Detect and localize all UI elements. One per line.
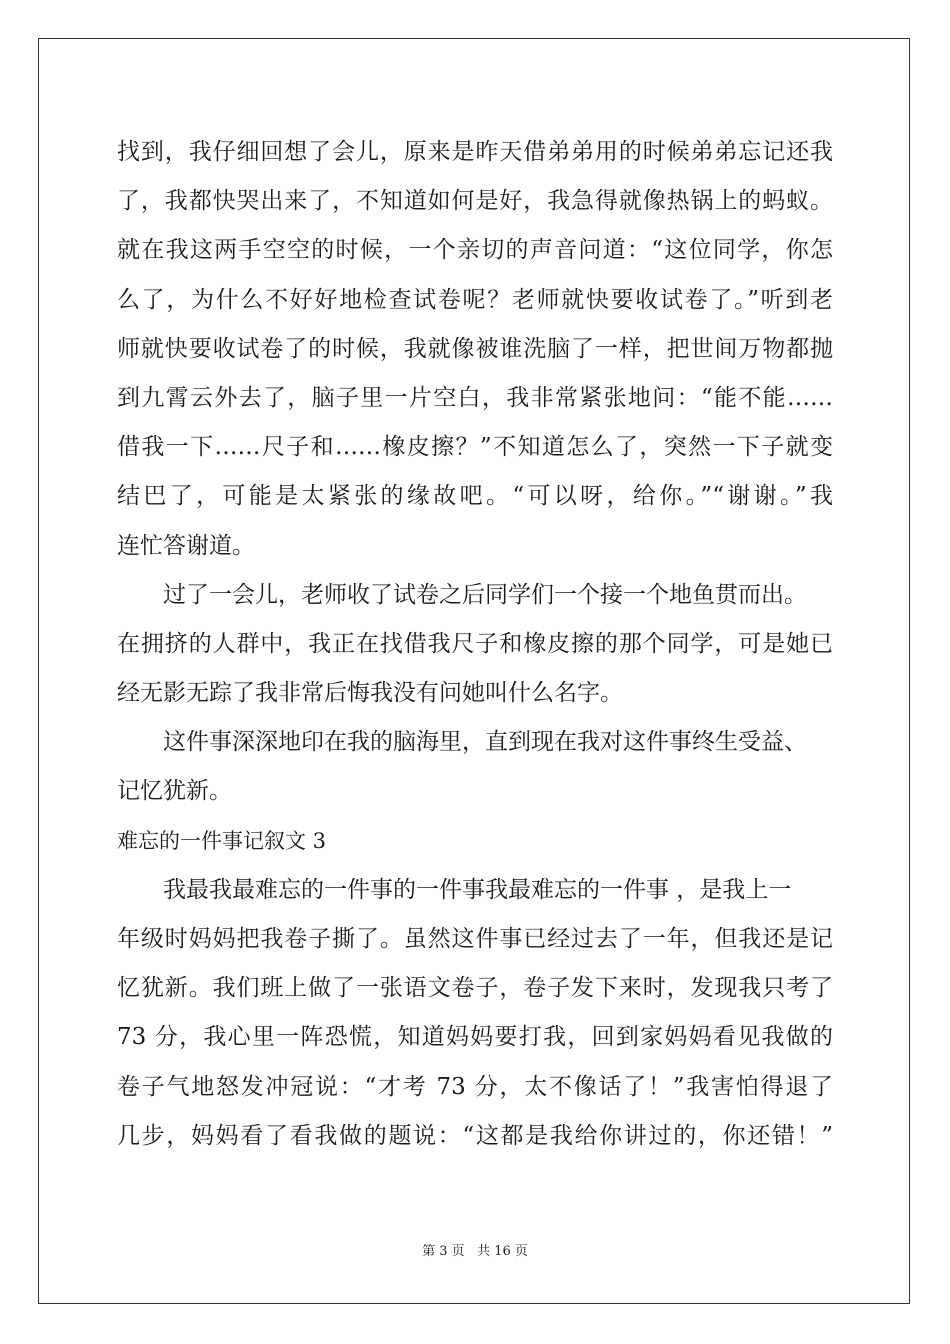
page-number: 第 3 页 — [422, 1244, 465, 1259]
text-line: 几步，妈妈看了看我做的题说：“这都是我给你讲过的，你还错！” — [117, 1122, 833, 1149]
text-line: 卷子气地怒发冲冠说：“才考 73 分，太不像话了！”我害怕得退了 — [117, 1073, 833, 1100]
paragraph-first-line: 这件事深深地印在我的脑海里，直到现在我对这件事终生受益、 — [163, 729, 807, 756]
text-line: 找到，我仔细回想了会儿，原来是昨天借弟弟用的时候弟弟忘记还我 — [117, 139, 833, 165]
document-body — [117, 128, 833, 1161]
paragraph-first-line: 我最我最难忘的一件事的一件事我最难忘的一件事 ，是我上一 — [163, 876, 792, 903]
text-line: 到九霄云外去了，脑子里一片空白，我非常紧张地问：“能不能…… — [117, 384, 833, 411]
footer-separator — [465, 1244, 477, 1259]
text-line: 连忙答谢道。 — [117, 532, 255, 559]
text-line: 在拥挤的人群中，我正在找借我尺子和橡皮擦的那个同学，可是她已 — [117, 630, 833, 657]
paragraph-first-line: 过了一会儿，老师收了试卷之后同学们一个接一个地鱼贯而出。 — [163, 581, 807, 608]
page-total: 共 16 页 — [477, 1244, 528, 1259]
text-line: 73 分，我心里一阵恐慌，知道妈妈要打我，回到家妈妈看见我做的 — [117, 1024, 833, 1051]
page-footer — [0, 1240, 950, 1259]
text-line: 忆犹新。我们班上做了一张语文卷子，卷子发下来时，发现我只考了 — [117, 975, 833, 1002]
text-line: 结巴了，可能是太紧张的缘故吧。“可以呀，给你。”“谢谢。”我 — [117, 483, 833, 510]
text-line: 就在我这两手空空的时候，一个亲切的声音问道：“这位同学，你怎 — [117, 237, 833, 264]
text-line: 借我一下……尺子和……橡皮擦？”不知道怎么了，突然一下子就变 — [117, 434, 833, 461]
text-line: 年级时妈妈把我卷子撕了。虽然这件事已经过去了一年，但我还是记 — [117, 926, 833, 952]
text-line: 了，我都快哭出来了，不知道如何是好，我急得就像热锅上的蚂蚁。 — [117, 188, 833, 215]
text-line: 经无影无踪了我非常后悔我没有问她叫什么名字。 — [117, 680, 623, 707]
section-heading: 难忘的一件事记叙文 3 — [117, 828, 327, 853]
text-line: 师就快要收试卷了的时候，我就像被谁洗脑了一样，把世间万物都抛 — [117, 335, 833, 362]
text-line: 记忆犹新。 — [117, 778, 232, 805]
text-line: 么了，为什么不好好地检查试卷呢？老师就快要收试卷了。”听到老 — [117, 286, 833, 313]
